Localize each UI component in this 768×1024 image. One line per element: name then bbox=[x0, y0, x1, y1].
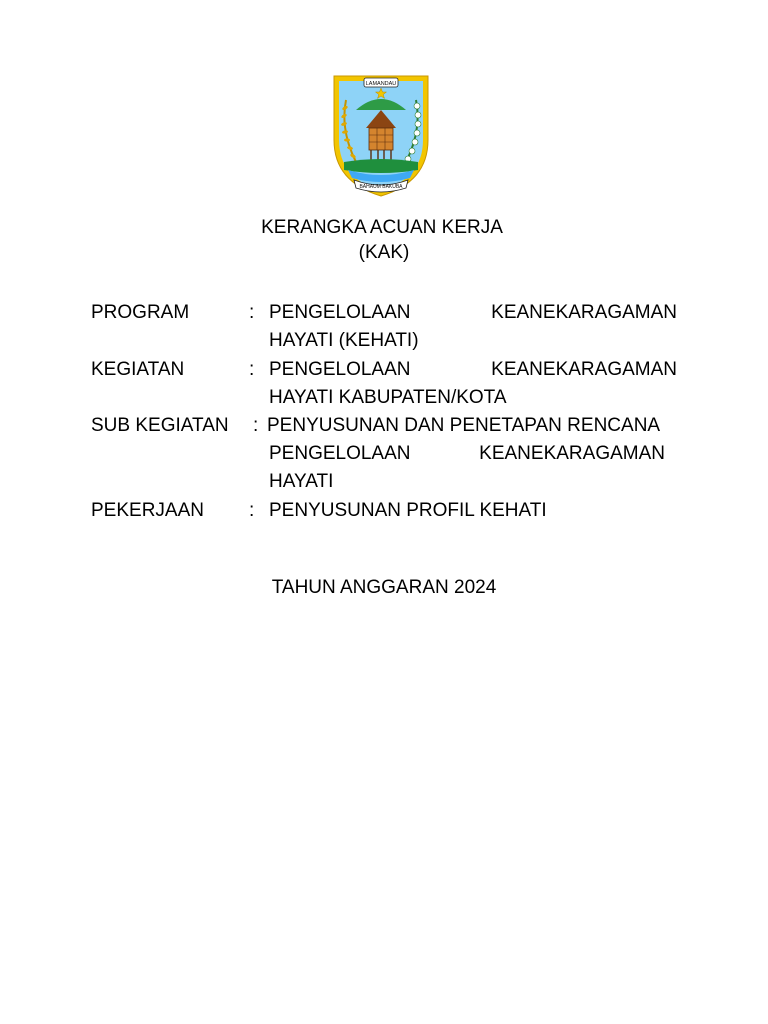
field-value-line: PENGELOLAAN KEANEKARAGAMAN bbox=[269, 443, 665, 464]
field-label: PEKERJAAN bbox=[91, 500, 204, 521]
regency-emblem-logo bbox=[326, 70, 436, 200]
field-value-line: PENGELOLAAN KEANEKARAGAMAN bbox=[269, 302, 677, 323]
field-label: KEGIATAN bbox=[91, 359, 185, 380]
field-colon: : bbox=[249, 302, 255, 323]
field-value-line: PENYUSUNAN DAN PENETAPAN RENCANA bbox=[267, 415, 661, 436]
emblem-bottom-text: BAHAUM BAKUBA bbox=[359, 184, 403, 190]
field-colon: : bbox=[249, 359, 255, 380]
field-value-line: PENYUSUNAN PROFIL KEHATI bbox=[269, 500, 547, 521]
field-colon: : bbox=[253, 415, 259, 436]
field-value-line: PENGELOLAAN KEANEKARAGAMAN bbox=[269, 359, 677, 380]
emblem-top-text: LAMANDAU bbox=[365, 81, 397, 87]
fiscal-year: TAHUN ANGGARAN 2024 bbox=[271, 577, 497, 598]
field-label: PROGRAM bbox=[91, 302, 190, 323]
field-value bbox=[269, 497, 677, 525]
field-colon: : bbox=[249, 500, 255, 521]
field-value-line: HAYATI bbox=[269, 471, 334, 492]
document-title: KERANGKA ACUAN KERJA bbox=[261, 217, 503, 238]
field-value bbox=[269, 356, 677, 412]
field-value-line: HAYATI (KEHATI) bbox=[269, 330, 419, 351]
field-value bbox=[269, 299, 677, 355]
field-value bbox=[267, 412, 675, 496]
field-label: SUB KEGIATAN bbox=[91, 415, 229, 436]
field-value-line: HAYATI KABUPATEN/KOTA bbox=[269, 387, 507, 408]
document-title-abbreviation: (KAK) bbox=[358, 242, 410, 263]
